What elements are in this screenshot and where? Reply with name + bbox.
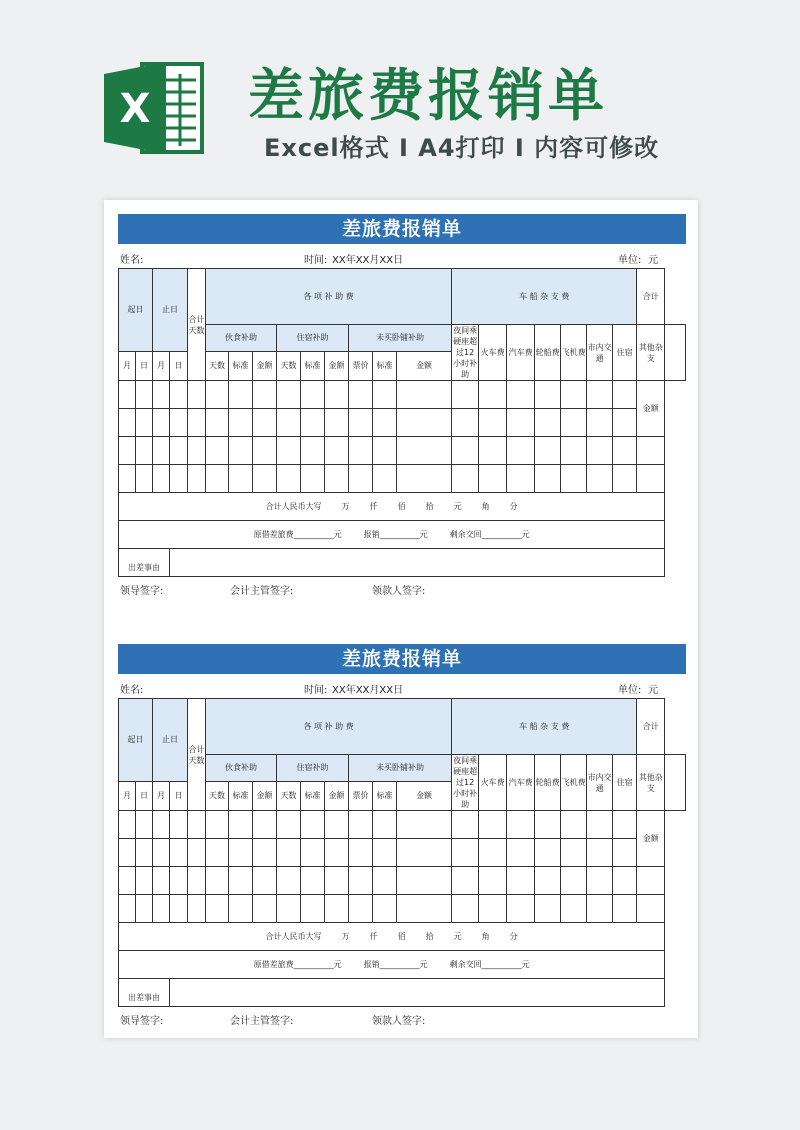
name-label: 姓名: bbox=[120, 255, 144, 266]
page-subtitle: Excel格式 I A4打印 I 内容可修改 bbox=[264, 134, 660, 162]
unit-value: 元 bbox=[648, 685, 658, 696]
month-header: 月 bbox=[119, 781, 136, 810]
city-header: 市内交通 bbox=[587, 325, 613, 381]
time-label: 时间: bbox=[304, 685, 328, 696]
end-day-header: 止日 bbox=[153, 699, 188, 782]
header-banner bbox=[0, 0, 800, 190]
standard-header: 标准 bbox=[373, 351, 397, 380]
amount-label: 金额 bbox=[637, 811, 665, 867]
reason-label: 出差事由 bbox=[119, 979, 170, 1007]
paper-sheet bbox=[104, 200, 698, 1038]
reason-row bbox=[119, 549, 686, 577]
transport-header: 车 船 杂 支 费 bbox=[452, 269, 637, 325]
meal-header: 伙食补助 bbox=[206, 325, 277, 352]
amount-header: 金额 bbox=[253, 351, 277, 380]
advance-row: 原借差旅费__________元 报销__________元 剩余交回__________元 bbox=[119, 521, 686, 549]
ship-header: 轮船费 bbox=[535, 325, 561, 381]
amount-header: 金额 bbox=[325, 781, 349, 810]
days-header: 天数 bbox=[206, 781, 229, 810]
allowance-header: 各 项 补 助 费 bbox=[206, 699, 452, 755]
reason-row bbox=[119, 979, 686, 1007]
day-header: 日 bbox=[136, 351, 153, 380]
amount-header: 金额 bbox=[325, 351, 349, 380]
leader-signature: 领导签字: bbox=[120, 586, 164, 597]
unit-label: 单位: bbox=[618, 685, 642, 696]
night-seat-header: 夜间乘硬座超过12小时补助 bbox=[453, 326, 478, 379]
ticket-header: 票价 bbox=[349, 351, 373, 380]
excel-logo-letter: X bbox=[119, 86, 151, 132]
reason-field[interactable] bbox=[170, 549, 665, 577]
hotel-header: 住宿 bbox=[613, 325, 637, 381]
receiver-signature: 领款人签字: bbox=[372, 1016, 426, 1027]
standard-header: 标准 bbox=[229, 351, 253, 380]
train-header: 火车费 bbox=[479, 755, 507, 811]
total-header: 合计 bbox=[637, 269, 665, 325]
day-header: 日 bbox=[170, 781, 188, 810]
table-row bbox=[119, 465, 686, 493]
day-header: 日 bbox=[136, 781, 153, 810]
advance-row: 原借差旅费__________元 报销__________元 剩余交回__________元 bbox=[119, 951, 686, 979]
end-day-header: 止日 bbox=[153, 269, 188, 352]
day-header: 日 bbox=[170, 351, 188, 380]
accountant-signature: 会计主管签字: bbox=[230, 1016, 294, 1027]
table-row bbox=[119, 839, 686, 867]
bus-header: 汽车费 bbox=[507, 325, 535, 381]
unit-label: 单位: bbox=[618, 255, 642, 266]
info-row bbox=[118, 244, 686, 268]
expense-form-1 bbox=[118, 214, 686, 597]
rmb-total-row: 合计人民币大写 万 仟 佰 拾 元 角 分 bbox=[119, 493, 686, 521]
total-days-header: 合计天数 bbox=[188, 269, 206, 381]
excel-icon bbox=[104, 60, 204, 156]
leader-signature: 领导签字: bbox=[120, 1016, 164, 1027]
days-header: 天数 bbox=[277, 781, 301, 810]
plane-header: 飞机费 bbox=[561, 755, 587, 811]
expense-form-2 bbox=[118, 644, 686, 1027]
standard-header: 标准 bbox=[229, 781, 253, 810]
reason-field[interactable] bbox=[170, 979, 665, 1007]
form-title: 差旅费报销单 bbox=[118, 214, 686, 244]
ticket-header: 票价 bbox=[349, 781, 373, 810]
table-row bbox=[119, 409, 686, 437]
table-row bbox=[119, 437, 686, 465]
info-row bbox=[118, 674, 686, 698]
no-sleeper-header: 未买卧铺补助 bbox=[349, 755, 452, 782]
train-header: 火车费 bbox=[479, 325, 507, 381]
lodging-header: 住宿补助 bbox=[277, 755, 349, 782]
rmb-total-row: 合计人民币大写 万 仟 佰 拾 元 角 分 bbox=[119, 923, 686, 951]
accountant-signature: 会计主管签字: bbox=[230, 586, 294, 597]
amount-header: 金额 bbox=[397, 351, 452, 380]
month-header: 月 bbox=[153, 351, 170, 380]
table-row bbox=[119, 867, 686, 895]
page-title: 差旅费报销单 bbox=[248, 64, 608, 129]
amount-header: 金额 bbox=[397, 781, 452, 810]
form-title: 差旅费报销单 bbox=[118, 644, 686, 674]
signature-row bbox=[118, 577, 686, 597]
transport-header: 车 船 杂 支 费 bbox=[452, 699, 637, 755]
standard-header: 标准 bbox=[301, 781, 325, 810]
misc-header: 其他杂支 bbox=[637, 325, 665, 381]
bus-header: 汽车费 bbox=[507, 755, 535, 811]
signature-row bbox=[118, 1007, 686, 1027]
table-row bbox=[119, 811, 686, 839]
standard-header: 标准 bbox=[301, 351, 325, 380]
lodging-header: 住宿补助 bbox=[277, 325, 349, 352]
city-header: 市内交通 bbox=[587, 755, 613, 811]
total-days-header: 合计天数 bbox=[188, 699, 206, 811]
reason-label: 出差事由 bbox=[119, 549, 170, 577]
time-label: 时间: bbox=[304, 255, 328, 266]
days-header: 天数 bbox=[277, 351, 301, 380]
allowance-header: 各 项 补 助 费 bbox=[206, 269, 452, 325]
ship-header: 轮船费 bbox=[535, 755, 561, 811]
hotel-header: 住宿 bbox=[613, 755, 637, 811]
no-sleeper-header: 未买卧铺补助 bbox=[349, 325, 452, 352]
plane-header: 飞机费 bbox=[561, 325, 587, 381]
time-value: XX年XX月XX日 bbox=[332, 685, 404, 696]
misc-header: 其他杂支 bbox=[637, 755, 665, 811]
name-label: 姓名: bbox=[120, 685, 144, 696]
meal-header: 伙食补助 bbox=[206, 755, 277, 782]
unit-value: 元 bbox=[648, 255, 658, 266]
month-header: 月 bbox=[153, 781, 170, 810]
receiver-signature: 领款人签字: bbox=[372, 586, 426, 597]
amount-header: 金额 bbox=[253, 781, 277, 810]
start-day-header: 起日 bbox=[119, 269, 153, 352]
time-value: XX年XX月XX日 bbox=[332, 255, 404, 266]
start-day-header: 起日 bbox=[119, 699, 153, 782]
total-header: 合计 bbox=[637, 699, 665, 755]
expense-table bbox=[118, 698, 686, 1007]
night-seat-header: 夜间乘硬座超过12小时补助 bbox=[453, 756, 478, 809]
month-header: 月 bbox=[119, 351, 136, 380]
table-row bbox=[119, 381, 686, 409]
days-header: 天数 bbox=[206, 351, 229, 380]
amount-label: 金额 bbox=[637, 381, 665, 437]
expense-table bbox=[118, 268, 686, 577]
standard-header: 标准 bbox=[373, 781, 397, 810]
table-row bbox=[119, 895, 686, 923]
